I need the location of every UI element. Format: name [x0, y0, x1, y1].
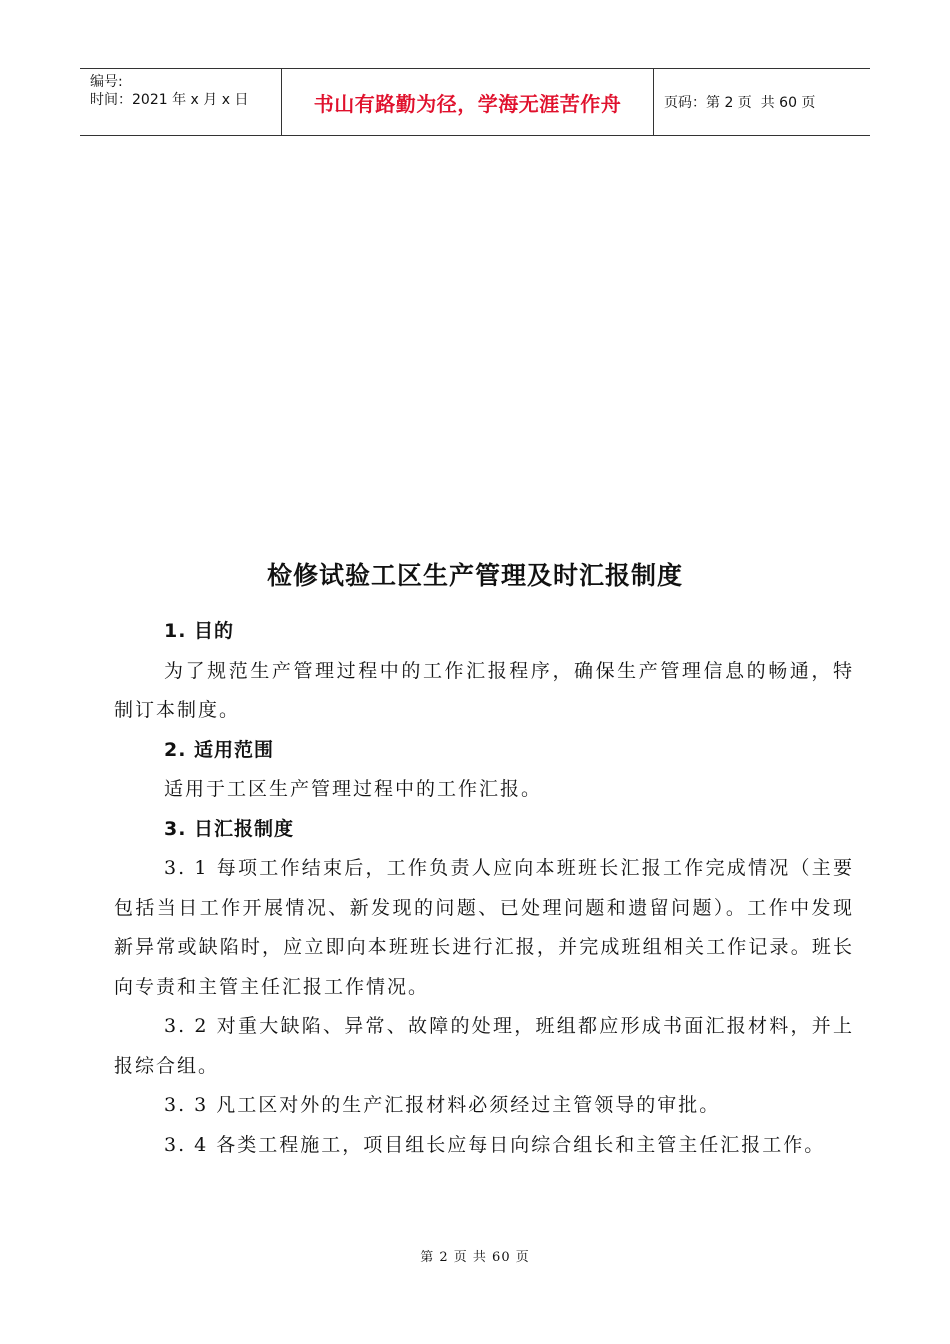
header-meta [80, 69, 282, 135]
paragraph-3-1: 3. 1 每项工作结束后，工作负责人应向本班班长汇报工作完成情况（主要包括当日工作开展情况、新发现的问题、已处理问题和遗留问题）。工作中发现新异常或缺陷时，应立即向本班班长进行汇报，并完成班组相关工作记录。班长向专责和主管主任汇报工作情况。 [114, 857, 854, 998]
paragraph-scope: 适用于工区生产管理过程中的工作汇报。 [164, 778, 543, 800]
page-header [80, 68, 870, 136]
document-title: 检修试验工区生产管理及时汇报制度 [266, 561, 683, 590]
document-body [114, 612, 854, 1165]
page-footer [0, 1246, 950, 1265]
header-motto: 书山有路勤为径，学海无涯苦作舟 [282, 69, 654, 135]
section-heading-purpose: 1. 目的 [164, 620, 235, 642]
paragraph-3-2: 3. 2 对重大缺陷、异常、故障的处理，班组都应形成书面汇报材料，并上报综合组。 [114, 1015, 854, 1077]
document-date: 时间：2021 年 x 月 x 日 [90, 92, 249, 108]
paragraph-3-3: 3. 3 凡工区对外的生产汇报材料必须经过主管领导的审批。 [164, 1094, 721, 1116]
section-heading-scope: 2. 适用范围 [164, 738, 275, 761]
document-number-label: 编号: [90, 74, 123, 90]
paragraph-purpose: 为了规范生产管理过程中的工作汇报程序，确保生产管理信息的畅通，特制订本制度。 [114, 659, 854, 721]
section-heading-daily-report: 3. 日汇报制度 [164, 817, 295, 840]
header-page-info [654, 69, 870, 135]
paragraph-3-4: 3. 4 各类工程施工，项目组长应每日向综合组长和主管主任汇报工作。 [164, 1133, 826, 1156]
header-page-number: 页码：第 2 页 共 60 页 [664, 95, 816, 111]
footer-page-number: 第 2 页 共 60 页 [420, 1250, 530, 1265]
